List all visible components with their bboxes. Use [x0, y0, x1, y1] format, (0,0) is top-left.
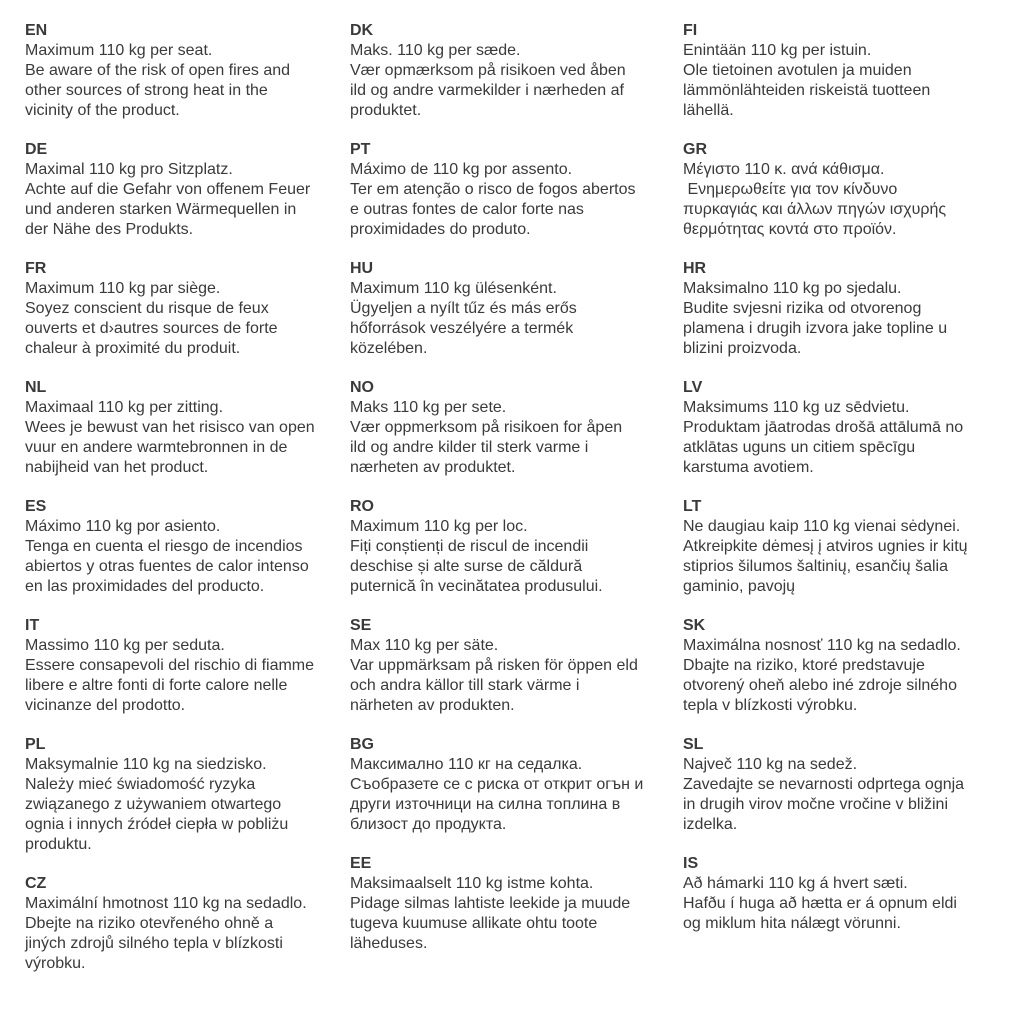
text-line: Maximální hmotnost 110 kg na sedadlo. — [25, 895, 307, 912]
text-line: Maximaal 110 kg per zitting. — [25, 399, 224, 416]
text-line: Máximo 110 kg por asiento. — [25, 518, 221, 535]
language-code-label: CZ — [25, 875, 47, 892]
text-line: Max 110 kg per säte. — [350, 637, 499, 654]
text-line: vuur en andere warmtebronnen in de — [25, 439, 288, 456]
text-line: atklātas uguns un citiem spēcīgu — [683, 439, 916, 456]
language-block — [350, 21, 683, 121]
text-line: Að hámarki 110 kg á hvert sæti. — [683, 875, 908, 892]
language-block — [683, 854, 1024, 934]
text-line: Največ 110 kg na sedež. — [683, 756, 858, 773]
language-code-label: NL — [25, 379, 47, 396]
text-line: Ügyeljen a nyílt tűz és más erős — [350, 300, 577, 317]
language-code-label: PT — [350, 141, 371, 158]
text-line: Maksimalno 110 kg po sjedalu. — [683, 280, 902, 297]
text-line: Budite svjesni rizika od otvorenog — [683, 300, 922, 317]
text-line: közelében. — [350, 340, 428, 357]
language-block — [683, 378, 1024, 478]
language-block — [25, 497, 350, 597]
text-line: Dbejte na riziko otevřeného ohně a — [25, 915, 274, 932]
text-line: vicinanze del prodotto. — [25, 697, 186, 714]
text-line: lämmönlähteiden riskeistä tuotteen — [683, 82, 931, 99]
language-block — [25, 616, 350, 716]
text-line: Wees je bewust van het risisco van open — [25, 419, 315, 436]
text-line: Essere consapevoli del rischio di fiamme — [25, 657, 315, 674]
language-block — [350, 616, 683, 716]
language-block — [350, 854, 683, 954]
language-code-label: PL — [25, 736, 46, 753]
language-code-label: HR — [683, 260, 707, 277]
text-line: ild og andre varmekilder i nærheden af — [350, 82, 624, 99]
language-block — [25, 378, 350, 478]
text-line: och andra källor till stark värme i — [350, 677, 580, 694]
text-line: Vær opmærksom på risikoen ved åben — [350, 62, 626, 79]
text-line: närheten av produkten. — [350, 697, 515, 714]
text-line: proximidades do produto. — [350, 221, 531, 238]
text-line: Var uppmärksam på risken för öppen eld — [350, 657, 638, 674]
text-line: Achte auf die Gefahr von offenem Feuer — [25, 181, 311, 198]
text-line: tugeva kuumuse allikate ohtu toote — [350, 915, 598, 932]
text-line: produktet. — [350, 102, 422, 119]
text-line: Максимално 110 кг на седалка. — [350, 756, 583, 773]
column-3 — [683, 21, 1024, 1024]
text-line: Dbajte na riziko, ktoré predstavuje — [683, 657, 925, 674]
text-line: ild og andre kilder til sterk varme i — [350, 439, 589, 456]
text-line: Tenga en cuenta el riesgo de incendios — [25, 538, 303, 555]
language-code-label: DE — [25, 141, 48, 158]
text-line: θερμότητας κοντά στο προϊόν. — [683, 221, 897, 238]
text-line: otvorený oheň alebo iné zdroje silného — [683, 677, 957, 694]
text-line: karstuma avotiem. — [683, 459, 814, 476]
text-line: πυρκαγιάς και άλλων πηγών ισχυρής — [683, 201, 947, 218]
text-line: други източници на силна топлина в — [350, 796, 621, 813]
text-line: lähellä. — [683, 102, 734, 119]
language-code-label: BG — [350, 736, 374, 753]
text-line: Ole tietoinen avotulen ja muiden — [683, 62, 912, 79]
text-line: blizini proizvoda. — [683, 340, 802, 357]
text-line: Maksymalnie 110 kg na siedzisko. — [25, 756, 267, 773]
language-code-label: DK — [350, 22, 374, 39]
text-line: produktu. — [25, 836, 92, 853]
language-block — [25, 259, 350, 359]
language-code-label: FR — [25, 260, 47, 277]
text-line: plamena i drugih izvora jake topline u — [683, 320, 948, 337]
text-line: ouverts et d›autres sources de forte — [25, 320, 278, 337]
language-block — [350, 140, 683, 240]
text-line: stiprios šilumos šaltinių, esančių šalia — [683, 558, 948, 575]
language-code-label: SK — [683, 617, 706, 634]
language-block — [25, 735, 350, 855]
text-line: Ne daugiau kaip 110 kg vienai sėdynei. — [683, 518, 961, 535]
text-line: Ενημερωθείτε για τον κίνδυνο — [683, 181, 898, 198]
text-line: und anderen starken Wärmequellen in — [25, 201, 297, 218]
language-block — [683, 259, 1024, 359]
text-line: Maximum 110 kg ülésenként. — [350, 280, 557, 297]
language-block — [683, 140, 1024, 240]
text-line: Be aware of the risk of open fires and — [25, 62, 291, 79]
text-line: związanego z używaniem otwartego — [25, 796, 282, 813]
text-line: Fiți conștienți de riscul de incendii — [350, 538, 589, 555]
text-line: tepla v blízkosti výrobku. — [683, 697, 858, 714]
text-line: e outras fontes de calor forte nas — [350, 201, 584, 218]
language-block — [683, 616, 1024, 716]
language-block — [350, 259, 683, 359]
text-line: other sources of strong heat in the — [25, 82, 268, 99]
text-line: Massimo 110 kg per seduta. — [25, 637, 225, 654]
text-line: Maksimaalselt 110 kg istme kohta. — [350, 875, 594, 892]
language-block — [683, 21, 1024, 121]
language-code-label: LV — [683, 379, 703, 396]
text-line: Soyez conscient du risque de feux — [25, 300, 269, 317]
text-line: Enintään 110 kg per istuin. — [683, 42, 872, 59]
column-2 — [350, 21, 683, 1024]
language-block — [350, 497, 683, 597]
language-code-label: GR — [683, 141, 707, 158]
text-line: Maks. 110 kg per sæde. — [350, 42, 521, 59]
text-line: vicinity of the product. — [25, 102, 180, 119]
text-line: puternică în vecinătatea produsului. — [350, 578, 603, 595]
text-line: Máximo de 110 kg por assento. — [350, 161, 573, 178]
language-code-label: IS — [683, 855, 699, 872]
text-line: Μέγιστο 110 κ. ανά κάθισμα. — [683, 161, 885, 178]
text-line: läheduses. — [350, 935, 428, 952]
text-line: близост до продукта. — [350, 816, 507, 833]
text-line: chaleur à proximité du produit. — [25, 340, 241, 357]
text-line: Maximal 110 kg pro Sitzplatz. — [25, 161, 233, 178]
language-code-label: EE — [350, 855, 372, 872]
text-line: Pidage silmas lahtiste leekide ja muude — [350, 895, 631, 912]
text-line: ognia i innych źródeł ciepła w pobliżu — [25, 816, 289, 833]
text-line: Produktam jāatrodas drošā attālumā no — [683, 419, 964, 436]
text-line: en las proximidades del producto. — [25, 578, 265, 595]
language-code-label: ES — [25, 498, 47, 515]
text-line: Hafðu í huga að hætta er á opnum eldi — [683, 895, 957, 912]
text-line: Съобразете се с риска от открит огън и — [350, 776, 644, 793]
language-block — [350, 378, 683, 478]
language-code-label: EN — [25, 22, 48, 39]
text-line: jiných zdrojů silného tepla v blízkosti — [25, 935, 283, 952]
text-line: Maximálna nosnosť 110 kg na sedadlo. — [683, 637, 961, 654]
text-line: deschise și alte surse de căldură — [350, 558, 583, 575]
text-line: nabijheid van het product. — [25, 459, 209, 476]
text-line: abiertos y otras fuentes de calor intenso — [25, 558, 309, 575]
text-line: hőforrások veszélyére a termék — [350, 320, 574, 337]
language-code-label: FI — [683, 22, 698, 39]
language-code-label: SE — [350, 617, 372, 634]
text-line: nærheten av produktet. — [350, 459, 516, 476]
language-block — [25, 140, 350, 240]
language-code-label: SL — [683, 736, 704, 753]
text-line: Maks 110 kg per sete. — [350, 399, 507, 416]
text-line: Ter em atenção o risco de fogos abertos — [350, 181, 636, 198]
text-line: og miklum hita nálægt vörunni. — [683, 915, 901, 932]
text-line: izdelka. — [683, 816, 738, 833]
text-line: gaminio, pavojų — [683, 578, 796, 595]
text-line: Maximum 110 kg per seat. — [25, 42, 213, 59]
language-block — [25, 21, 350, 121]
text-line: libere e altre fonti di forte calore nelle — [25, 677, 288, 694]
text-line: Atkreipkite dėmesį į atviros ugnies ir kitų — [683, 538, 968, 555]
text-line: Maximum 110 kg par siège. — [25, 280, 221, 297]
language-block — [350, 735, 683, 835]
language-code-label: RO — [350, 498, 374, 515]
text-line: der Nähe des Produkts. — [25, 221, 194, 238]
language-code-label: HU — [350, 260, 374, 277]
language-block — [25, 874, 350, 974]
text-line: Vær oppmerksom på risikoen for åpen — [350, 419, 623, 436]
text-line: Maksimums 110 kg uz sēdvietu. — [683, 399, 910, 416]
language-block — [683, 497, 1024, 597]
text-line: Zavedajte se nevarnosti odprtega ognja — [683, 776, 965, 793]
language-code-label: NO — [350, 379, 374, 396]
language-code-label: IT — [25, 617, 40, 634]
text-line: Należy mieć świadomość ryzyka — [25, 776, 256, 793]
column-1 — [25, 21, 350, 1024]
language-code-label: LT — [683, 498, 702, 515]
text-line: Maximum 110 kg per loc. — [350, 518, 528, 535]
language-block — [683, 735, 1024, 835]
text-line: in drugih virov močne vročine v bližini — [683, 796, 948, 813]
text-line: výrobku. — [25, 955, 86, 972]
